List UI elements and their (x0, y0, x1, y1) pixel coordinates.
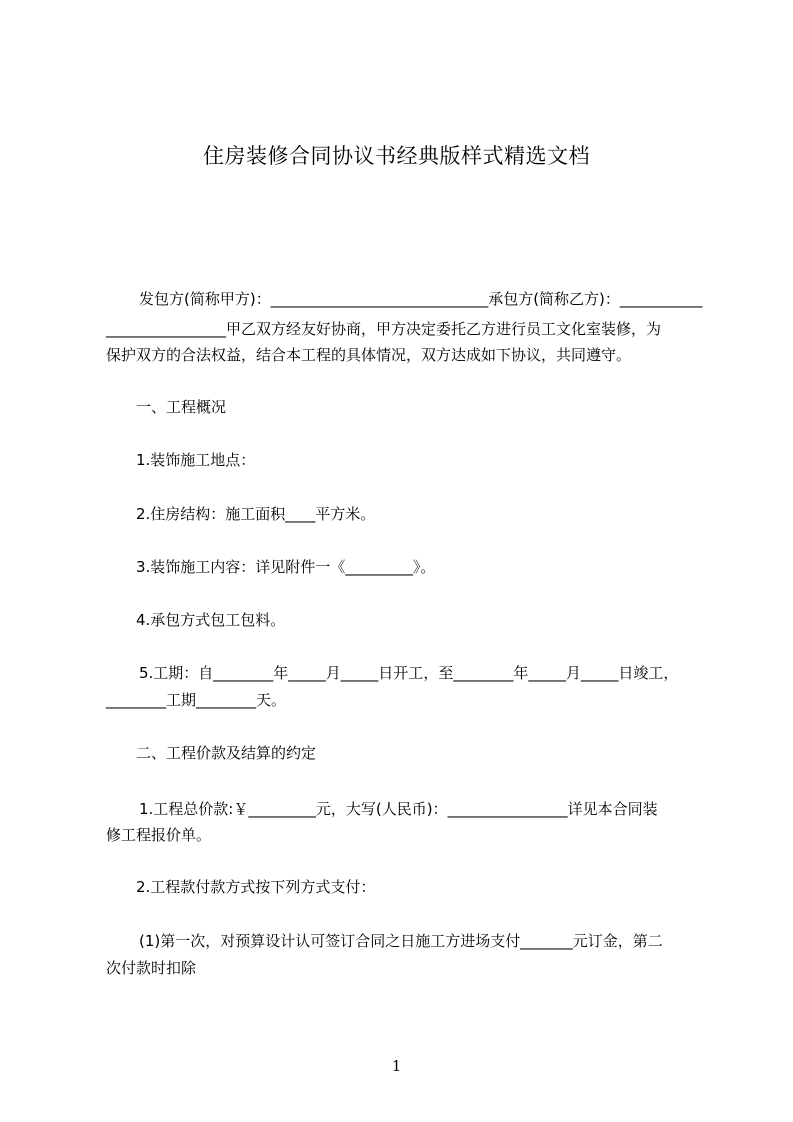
section-2-item-1-line-2: 修工程报价单。 (106, 826, 212, 844)
section-2-item-2: 2.工程款付款方式按下列方式支付： (136, 878, 376, 896)
section-1-item-4: 4.承包方式包工包料。 (136, 611, 286, 629)
section-2-item-2-1-line-1: (1)第一次，对预算设计认可签订合同之日施工方进场支付_______元订金，第二 (139, 932, 663, 950)
intro-line-1: 发包方(简称甲方)：_____________________________承包方(简称乙方)：___________ (139, 290, 703, 308)
intro-line-3: 保护双方的合法权益，结合本工程的具体情况，双方达成如下协议，共同遵守。 (106, 346, 632, 364)
section-1-item-1: 1.装饰施工地点： (136, 451, 256, 469)
section-1-heading: 一、工程概况 (136, 398, 227, 416)
page-number: 1 (391, 1057, 402, 1075)
section-1-item-2: 2.住房结构：施工面积____平方米。 (136, 505, 376, 523)
section-1-item-5-line-1: 5.工期：自________年_____月_____日开工，至________年_____月_____日竣工， (139, 664, 679, 682)
intro-line-2: ________________甲乙双方经友好协商，甲方决定委托乙方进行员工文化室装修，为 (106, 320, 662, 338)
section-1-item-5-line-2: ________工期________天。 (106, 691, 287, 709)
section-2-item-2-1-line-2: 次付款时扣除 (106, 959, 197, 977)
section-1-item-3: 3.装饰施工内容：详见附件一《_________》。 (136, 558, 436, 576)
document-title: 住房装修合同协议书经典版样式精选文档 (203, 144, 590, 168)
section-2-heading: 二、工程价款及结算的约定 (136, 744, 317, 762)
section-2-item-1-line-1: 1.工程总价款:￥_________元，大写(人民币)：________________详见本合同装 (139, 800, 658, 818)
